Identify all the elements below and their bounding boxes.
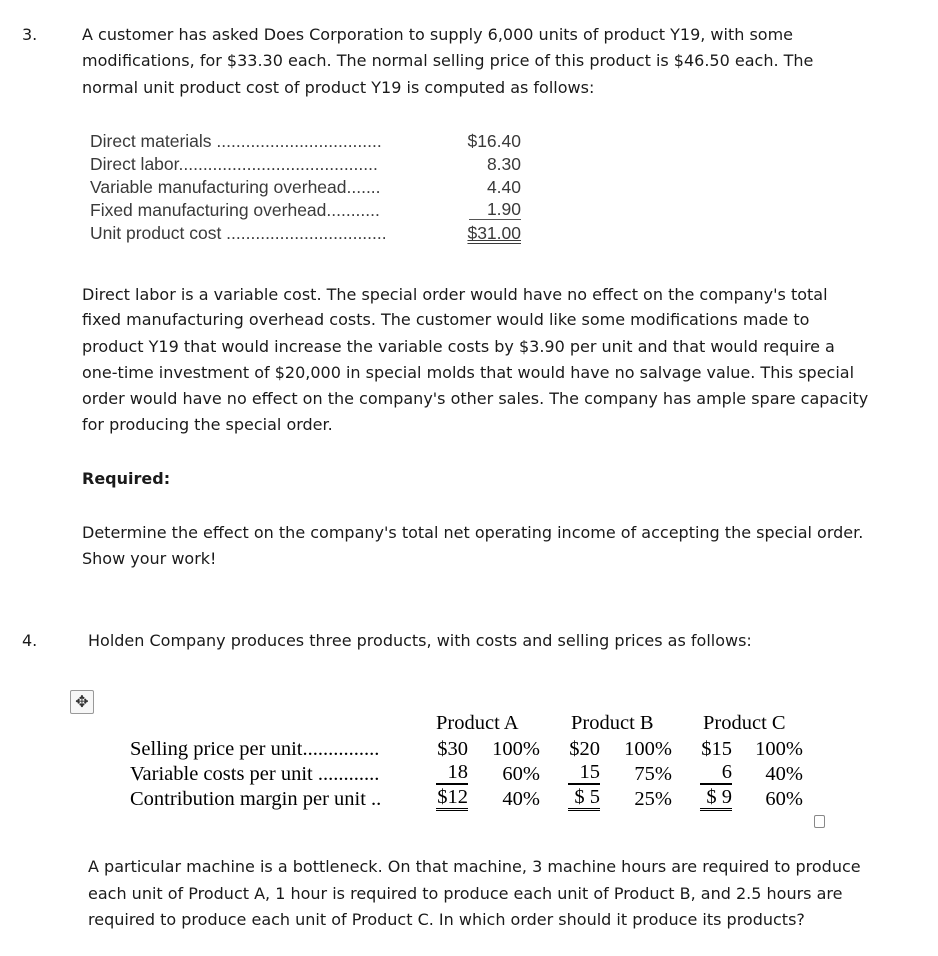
text-line: A customer has asked Does Corporation to supply 6,000 units of product Y19, with some [82,25,793,44]
text-line: required to produce each unit of Product C. In which order should it produce its products? [88,910,805,929]
cell: 100% [624,738,672,760]
cell: 60% [502,763,540,785]
cell: 40% [765,763,803,785]
cell: 18 [436,762,468,785]
cell: $ 9 [700,787,732,811]
cost-value: 8.30 [486,154,521,174]
text-line: Direct labor is a variable cost. The special order would have no effect on the company's total [82,285,828,304]
text-line: normal unit product cost of product Y19 is computed as follows: [82,78,595,97]
cell: 75% [634,763,672,785]
required-heading: Required: [82,469,171,488]
cost-value: $16.40 [467,131,521,151]
cost-total-value: $31.00 [467,223,521,243]
cell: 60% [765,788,803,810]
question-3-number: 3. [22,25,38,44]
text-line: each unit of Product A, 1 hour is required to produce each unit of Product B, and 2.5 hours are [88,884,843,903]
question-4-number: 4. [22,631,38,650]
cost-row [90,199,521,222]
cost-row [90,222,521,245]
text-line: one-time investment of $20,000 in special molds that would have no salvage value. This special [82,363,855,382]
cost-value: 4.40 [486,177,521,197]
cell: 40% [502,788,540,810]
question-4-intro: Holden Company produces three products, with costs and selling prices as follows: [88,631,752,650]
text-line: product Y19 that would increase the variable costs by $3.90 per unit and that would require a [82,337,835,356]
cost-label: Direct labor......................................... [90,154,378,174]
table-resize-handle-icon[interactable] [814,815,825,828]
cell: $15 [701,738,732,760]
row-label: Selling price per unit............... [130,738,380,760]
header-product-a: Product A [436,712,519,734]
text-line: A particular machine is a bottleneck. On that machine, 3 machine hours are required to produce [88,857,861,876]
text-line: Show your work! [82,549,217,568]
cell: $30 [437,738,468,760]
cost-value: 1.90 [469,199,521,220]
cell: $12 [436,787,468,811]
cell: 15 [568,762,600,785]
header-product-b: Product B [571,712,654,734]
header-product-c: Product C [703,712,786,734]
cell: $20 [569,738,600,760]
cost-label: Direct materials .................................. [90,131,382,151]
cell: $ 5 [568,787,600,811]
cost-row [90,176,521,199]
cost-label: Variable manufacturing overhead....... [90,177,381,197]
cost-row [90,153,521,176]
cell: 25% [634,788,672,810]
text-line: modifications, for $33.30 each. The normal selling price of this product is $46.50 each. The [82,51,814,70]
cost-label: Fixed manufacturing overhead........... [90,200,380,220]
cost-label: Unit product cost ................................. [90,223,387,243]
cell: 100% [492,738,540,760]
cell: 100% [755,738,803,760]
text-line: Determine the effect on the company's total net operating income of accepting the special order. [82,523,864,542]
table-move-handle-icon[interactable]: ✥ [70,690,94,714]
cell: 6 [700,762,732,785]
text-line: fixed manufacturing overhead costs. The customer would like some modifications made to [82,310,810,329]
text-line: order would have no effect on the company's other sales. The company has ample spare capacity [82,389,869,408]
text-line: for producing the special order. [82,415,333,434]
cost-row [90,130,521,153]
row-label: Variable costs per unit ............ [130,763,380,785]
row-label: Contribution margin per unit .. [130,788,382,810]
